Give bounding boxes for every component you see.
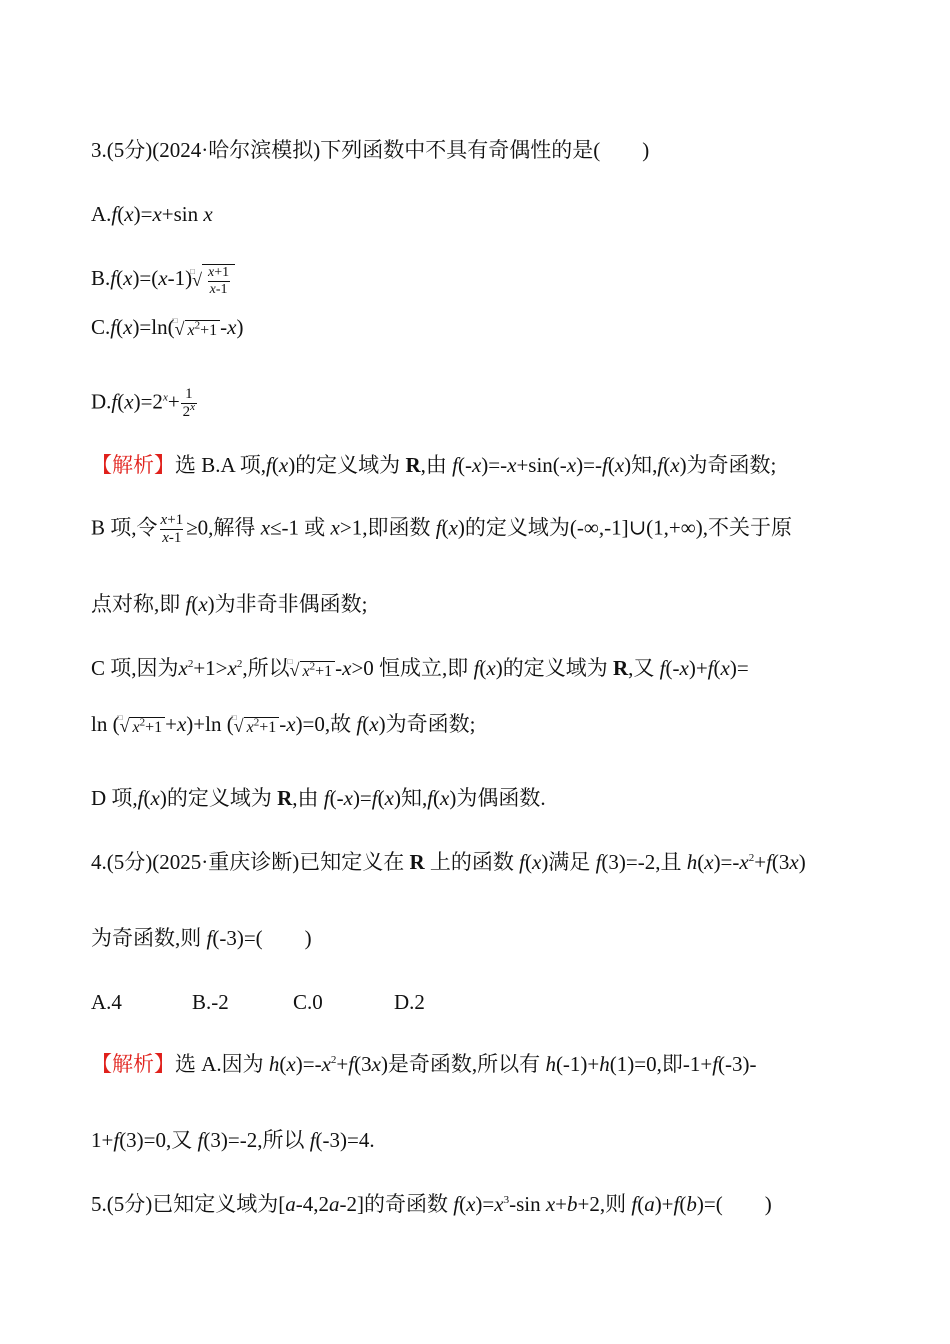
q3-option-a: A.f(x)=x+sin x [91, 202, 213, 226]
q4-option-a: A.4 [91, 990, 122, 1014]
q3-option-c: C.f(x)=ln( □ √ $x^2+1$ -x) [91, 313, 243, 341]
q5-stem: 5.(5分)已知定义域为[a-4,2a-2]的奇函数 $f(x)=x^3-\sin$ x+b+2,则 f(a)+f(b)=( ) [91, 1192, 772, 1216]
q4-option-d: D.2 [394, 990, 425, 1014]
q4-analysis-line2: 1+f(3)=0,又 f(3)=-2,所以 f(-3)=4. [91, 1128, 375, 1152]
analysis-label-2: 【解析】 [91, 1052, 175, 1076]
q3-analysis-line4: C 项,因为$x^2+1>x^2$,所以 □ √ $x^2+1$ -x>0 恒成立,即 f(x)的定义域为 R,又 f(-x)+f(x)= [91, 654, 749, 682]
q3-analysis-line2: B 项,令 $\frac{x+1}{x-1}$ ≥0,解得 x≤-1 或 x>1,即函数 f(x)的定义域为(-∞,-1]∪(1,+∞),不关于原 [91, 512, 792, 546]
q3-analysis-line6: D 项,f(x)的定义域为 R,由 f(-x)=f(x)知,f(x)为偶函数. [91, 786, 546, 810]
analysis-label: 【解析】 [91, 453, 175, 477]
q3-analysis-line5: ln ( □ √ $x^2+1$ +x)+ln ( □ √ $x^2+1$ -x)=0,故 f(x)为奇函数; [91, 710, 475, 738]
q3-analysis-line1: 【解析】选 B.A 项,f(x)的定义域为 R,由 f(-x)=-x+sin(-x)=-f(x)知,f(x)为奇函数; [91, 453, 777, 477]
sqrt-fraction: □ √ $\frac{x+1}{x-1}$ [192, 262, 235, 298]
q4-options [91, 988, 495, 1016]
q3-stem: 3.(5分)(2024·哈尔滨模拟)下列函数中不具有奇偶性的是( ) [91, 138, 650, 162]
q4-stem-line1: 4.(5分)(2025·重庆诊断)已知定义在 R 上的函数 f(x)满足 f(3)=-2,且 $h(x)=-x^2+f(3x)$ [91, 850, 806, 874]
q4-stem-line2: 为奇函数,则 f(-3)=( ) [91, 926, 312, 950]
q4-option-b: B.-2 [192, 990, 229, 1014]
q3-option-b: B.f(x)=(x-1) □ √ $\frac{x+1}{x-1}$ [91, 262, 235, 298]
q3-analysis-line3: 点对称,即 f(x)为非奇非偶函数; [91, 592, 368, 616]
q3-option-d: $D.f(x)=2^x+$ $\frac{1}{2^x}$ [91, 386, 196, 420]
q4-option-c: C.0 [293, 990, 323, 1014]
q4-analysis-line1: 【解析】选 A.因为 $h(x)=-x^2+f(3x)$是奇函数,所以有 h(-1)+h(1)=0,即-1+f(-3)- [91, 1052, 757, 1076]
